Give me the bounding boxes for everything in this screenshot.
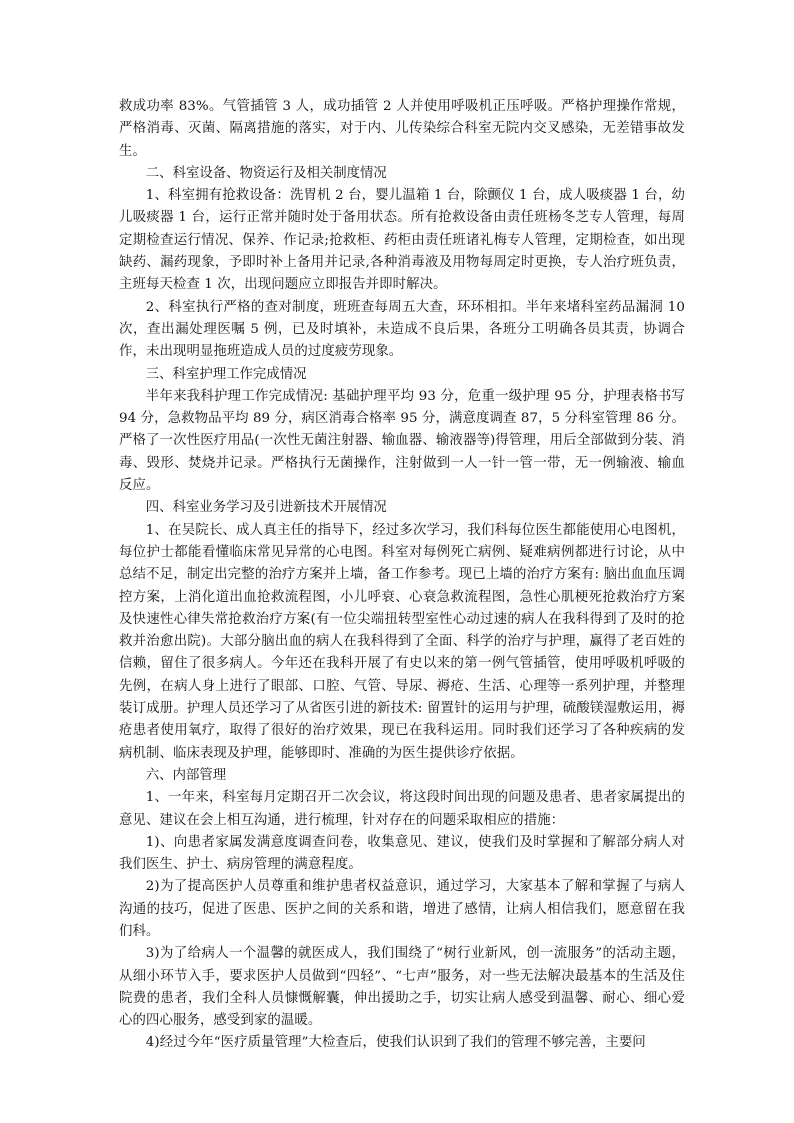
body-paragraph: 1)、向患者家属发满意度调查问卷，收集意见、建议，使我们及时掌握和了解部分病人对我们医生、护士、病房管理的满意程度。 [119,834,685,873]
body-paragraph: 2、科室执行严格的查对制度，班班查每周五大查，环环相扣。半年来堵科室药品漏洞 10 次，查出漏处理医嘱 5 例，已及时填补，未造成不良后果，各班分工明确各员其责，协调合作，未出现明显拖班造成人员的过度疲劳现象。 [119,299,685,360]
section-heading: 四、科室业务学习及引进新技术开展情况 [145,500,387,516]
body-paragraph: 3)为了给病人一个温馨的就医成人，我们围绕了“树行业新风，创一流服务”的活动主题，从细小环节入手，要求医护人员做到“四轻”、“七声”服务，对一些无法解决最基本的生活及住院费的患者，我们全科人员慷慨解囊，伸出援助之手，切实让病人感受到温馨、耐心、细心爱心的四心服务，感受到家的温暖。 [119,946,685,1029]
body-paragraph: 1、科室拥有抢救设备：洗胃机 2 台，婴儿温箱 1 台，除颤仪 1 台，成人吸痰器 1 台，幼儿吸痰器 1 台，运行正常并随时处于备用状态。所有抢救设备由责任班杨冬芝专人管理，每周定期检查运行情况、保养、作记录;抢救柜、药柜由责任班诸礼梅专人管理，定期检查，如出现缺药、漏药现象，予即时补上备用并记录,各种消毒液及用物每周定时更换，专人治疗班负责，主班每天检查 1 次，出现问题应立即报告并即时解决。 [119,188,685,293]
section-heading: 二、科室设备、物资运行及相关制度情况 [145,165,387,181]
body-paragraph: 救成功率 83%。气管插管 3 人，成功插管 2 人并使用呼吸机正压呼吸。严格护理操作常规，严格消毒、灭菌、隔离措施的落实，对于内、儿传染综合科室无院内交叉感染，无差错事故发生。 [119,99,685,159]
document-page [119,96,685,1055]
body-paragraph: 2)为了提高医护人员尊重和维护患者权益意识，通过学习，大家基本了解和掌握了与病人沟通的技巧，促进了医患、医护之间的关系和谐，增进了感情，让病人相信我们，愿意留在我们科。 [119,879,685,939]
body-paragraph: 4)经过今年“医疗质量管理”大检查后，使我们认识到了我们的管理不够完善，主要问 [145,1035,646,1051]
body-paragraph: 半年来我科护理工作完成情况: 基础护理平均 93 分，危重一级护理 95 分，护理表格书写 94 分，急救物品平均 89 分，病区消毒合格率 95 分，满意度调查 87，5 分科室管理 86 分。严格了一次性医疗用品(一次性无菌注射器、输血器、输液器等)得管理，用后全部做到分装、消毒、毁形、焚烧并记录。严格执行无菌操作，注射做到一人一针一管一带，无一例输液、输血反应。 [119,388,685,494]
body-paragraph: 1、在吴院长、成人真主任的指导下，经过多次学习，我们科每位医生都能使用心电图机，每位护士都能看懂临床常见异常的心电图。科室对每例死亡病例、疑难病例都进行讨论，从中总结不足，制定出完整的治疗方案并上墙，备工作参考。现已上墙的治疗方案有: 脑出血血压调控方案，上消化道出血抢救流程图，小儿呼衰、心衰急救流程图，急性心肌梗死抢救治疗方案及快速性心律失常抢救治疗方案(有一位尖端扭转型室性心动过速的病人在我科得到了及时的抢救并治愈出院)。大部分脑出血的病人在我科得到了全面、科学的治疗与护理，赢得了老百姓的信赖，留住了很多病人。今年还在我科开展了有史以来的第一例气管插管，使用呼吸机呼吸的先例，在病人身上进行了眼部、口腔、气管、导尿、褥疮、生活、心理等一系列护理，并整理装订成册。护理人员还学习了从省医引进的新技术: 留置针的运用与护理，硫酸镁湿敷运用，褥疮患者使用氧疗，取得了很好的治疗效果，现已在我科运用。同时我们还学习了各种疾病的发病机制、临床表现及护理，能够即时、准确的为医生提供诊疗依据。 [119,522,685,761]
section-heading: 六、内部管理 [145,767,227,783]
section-heading: 三、科室护理工作完成情况 [145,366,307,382]
body-paragraph: 1、一年来，科室每月定期召开二次会议，将这段时间出现的问题及患者、患者家属提出的意见、建议在会上相互沟通，进行梳理，针对存在的问题采取相应的措施： [119,790,685,828]
